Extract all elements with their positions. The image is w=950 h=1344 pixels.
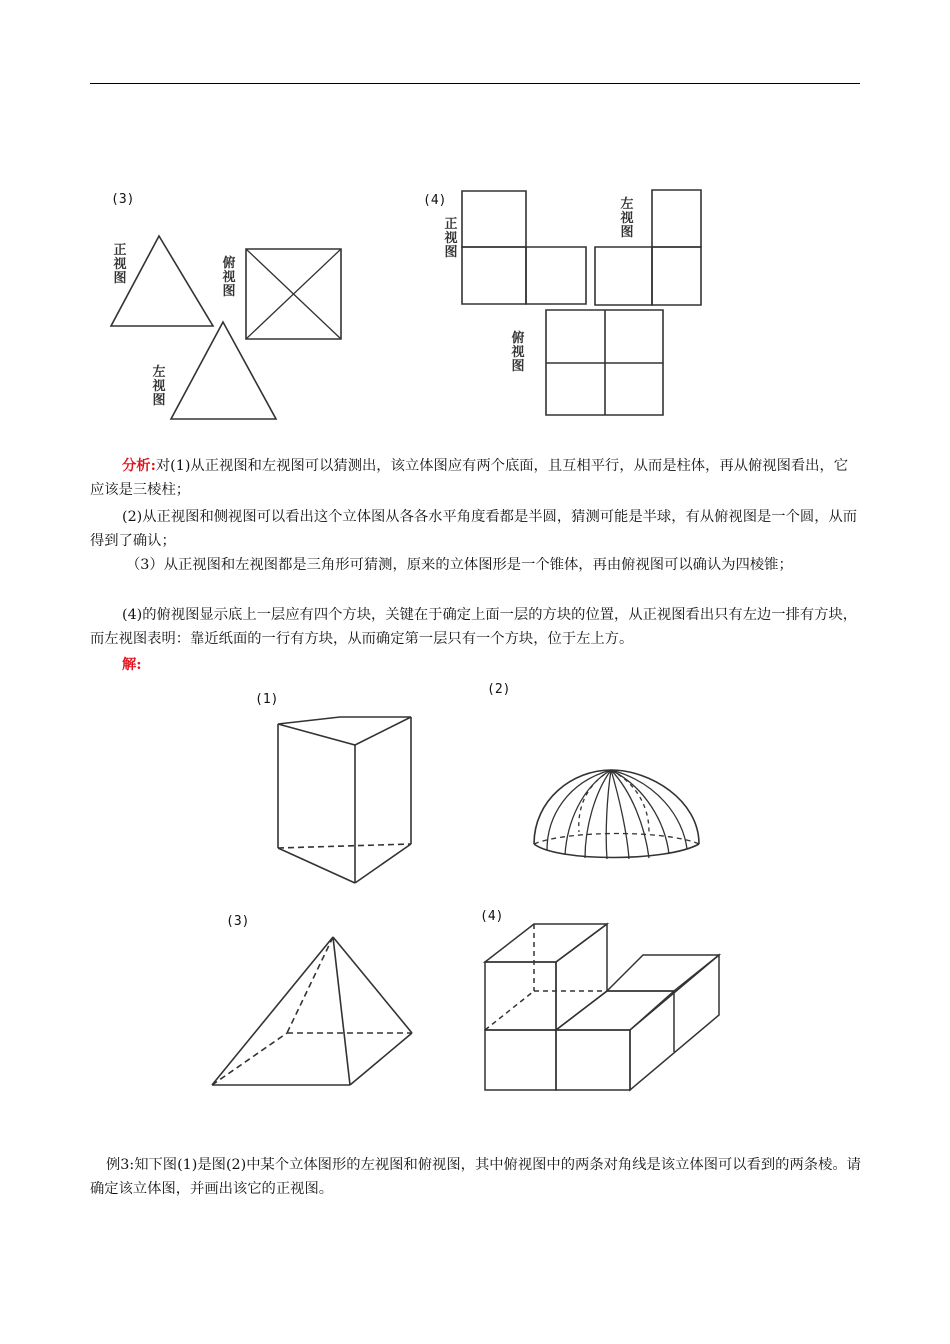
top-cube-front-face <box>485 962 556 1030</box>
meridian-1 <box>547 770 611 850</box>
bottom-back-right-top <box>607 955 719 991</box>
analysis-heading: 分析: <box>122 458 156 474</box>
prism-top-face <box>278 717 411 745</box>
meridian-5 <box>611 770 629 859</box>
analysis-paragraph-3: （3）从正视图和左视图都是三角形可猜测，原来的立体图形是一个锥体，再由俯视图可以确认为四棱锥； <box>126 557 793 573</box>
fig4-left-lower-right-square <box>652 247 701 305</box>
example3-paragraph: 例3:知下图(1)是图(2)中某个立体图形的左视图和俯视图，其中俯视图中的两条对角线是该立体图可以看到的两条棱。请确定该立体图，并画出该它的正视图。 <box>90 1157 861 1197</box>
pyramid-hidden-base-left <box>212 1033 287 1085</box>
meridian-4 <box>606 770 611 859</box>
fig4-front-lower-right-square <box>526 247 586 304</box>
meridian-7 <box>611 770 669 854</box>
fig4-left-upper-square <box>652 190 701 247</box>
fig4-views-drawing <box>455 183 710 421</box>
fig4-top-view-label: 俯视图 <box>511 331 525 374</box>
fig4-front-view-label: 正视图 <box>444 217 458 260</box>
bottom-cube-front-left <box>485 1030 556 1090</box>
fig4-front-lower-left-square <box>462 247 526 304</box>
solution-cubes-drawing <box>478 918 726 1093</box>
fig3-left-triangle <box>171 322 276 419</box>
prism-hidden-edge <box>278 844 411 848</box>
solution-prism-drawing <box>270 710 420 890</box>
bottom-front-right-top <box>556 991 674 1030</box>
analysis-paragraph-2: (2)从正视图和侧视图可以看出这个立体图从各各水平角度看都是半圆，猜测可能是半球，有从俯视图是一个圆，从而得到了确认； <box>90 509 858 549</box>
fig4-label: (4) <box>423 193 447 208</box>
solution-label-3: (3) <box>226 914 250 929</box>
fig4-left-lower-left-square <box>595 247 652 305</box>
prism-bottom-front-right <box>355 844 411 883</box>
fig3-views-drawing <box>100 228 345 426</box>
hemisphere-hidden-base <box>534 834 699 845</box>
meridian-8 <box>611 770 687 849</box>
pyramid-edge-front <box>333 937 350 1085</box>
solution-paragraph <box>90 653 862 677</box>
fig4-front-upper-square <box>462 191 526 247</box>
analysis-paragraph-4: (4)的俯视图显示底上一层应有四个方块，关键在于确定上面一层的方块的位置，从正视图看出只有左边一排有方块，而左视图表明：靠近纸面的一行有方块，从而确定第一层只有一个方块，位于左上方。 <box>90 607 858 647</box>
solution-label-4: (4) <box>480 909 504 924</box>
fig3-front-view-label: 正视图 <box>113 243 127 286</box>
bottom-cube-front-right <box>556 1030 630 1090</box>
pyramid-edge-left <box>212 937 333 1085</box>
solution-label-1: (1) <box>255 692 279 707</box>
fig4-left-view-label: 左视图 <box>620 197 634 240</box>
top-cube-top-face <box>485 924 607 962</box>
fig3-left-view-label: 左视图 <box>152 365 166 408</box>
hidden-back-left <box>485 991 534 1030</box>
fig3-front-triangle <box>111 236 213 326</box>
solution-hemisphere-drawing <box>527 762 707 872</box>
top-cube-side-face <box>556 924 607 1030</box>
meridian-2 <box>565 770 611 855</box>
hidden-meridian-2 <box>611 770 649 832</box>
solution-pyramid-drawing <box>205 930 420 1092</box>
pyramid-edge-right <box>333 937 412 1033</box>
fig3-top-view-label: 俯视图 <box>222 256 236 299</box>
analysis-p1-text: 对(1)从正视图和左视图可以猜测出，该立体图应有两个底面，且互相平行，从而是柱体，再从俯视图看出，它应该是三棱柱； <box>90 458 849 498</box>
solution-label-2: (2) <box>487 682 511 697</box>
hemisphere-front-base <box>534 844 699 858</box>
analysis-paragraph-1 <box>90 454 862 502</box>
header-rule <box>90 83 860 84</box>
pyramid-base-right <box>350 1033 412 1085</box>
solution-heading: 解: <box>122 657 142 673</box>
prism-bottom-front-left <box>278 848 355 883</box>
fig3-label: (3) <box>111 192 135 207</box>
